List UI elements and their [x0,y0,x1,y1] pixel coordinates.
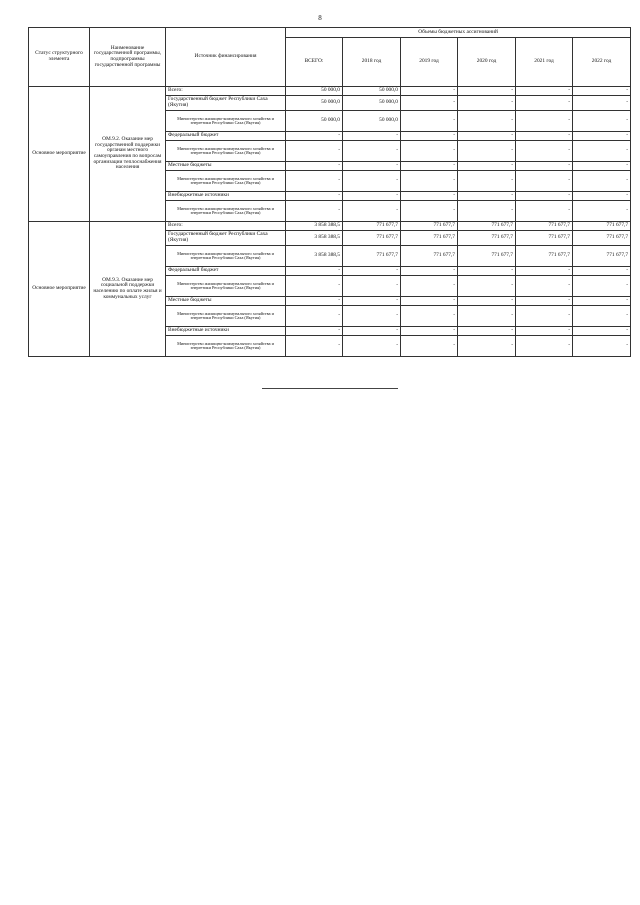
cell-source: Министерство жилищно-коммунального хозяйства и энергетики Республики Саха (Якутия) [166,201,286,222]
cell-year-value: - [516,297,573,306]
header-program-name: Наименование государственной программы, подпрограммы государственной программы [90,28,166,87]
cell-year-value: - [516,192,573,201]
cell-year-value: - [401,267,458,276]
header-year: 2019 год [401,38,458,87]
cell-year-value: - [573,87,631,96]
header-source: Источник финансирования [166,28,286,87]
cell-total-value: 50 000,0 [286,111,343,132]
cell-year-value: - [343,192,401,201]
cell-year-value: - [458,141,516,162]
table-row [29,222,631,231]
cell-year-value: - [573,336,631,357]
header-year: 2021 год [516,38,573,87]
cell-year-value: - [343,297,401,306]
cell-source: Внебюджетные источники [166,327,286,336]
cell-year-value: - [516,132,573,141]
cell-year-value: - [401,96,458,111]
cell-year-value: - [343,267,401,276]
cell-total-value: - [286,336,343,357]
cell-year-value: - [573,192,631,201]
cell-total-value: - [286,306,343,327]
cell-year-value: - [343,201,401,222]
cell-source: Министерство жилищно-коммунального хозяйства и энергетики Республики Саха (Якутия) [166,306,286,327]
cell-program-name: ОМ.9.3. Оказание мер социальной поддержки населению по оплате жилья и коммунальных услуг [90,222,166,357]
cell-source: Министерство жилищно-коммунального хозяйства и энергетики Республики Саха (Якутия) [166,246,286,267]
cell-year-value: - [401,327,458,336]
cell-source: Государственный бюджет Республики Саха (Якутия) [166,231,286,246]
cell-total-value: - [286,132,343,141]
cell-year-value: 771 677,7 [401,231,458,246]
cell-source: Федеральный бюджет [166,267,286,276]
cell-year-value: 771 677,7 [516,231,573,246]
cell-year-value: - [573,201,631,222]
cell-year-value: 771 677,7 [458,246,516,267]
cell-year-value: - [343,306,401,327]
cell-total-value: - [286,192,343,201]
cell-year-value: - [401,132,458,141]
cell-total-value: 3 858 388,5 [286,222,343,231]
cell-year-value: 771 677,7 [458,231,516,246]
cell-year-value: 771 677,7 [343,246,401,267]
cell-year-value: - [573,111,631,132]
cell-source: Министерство жилищно-коммунального хозяйства и энергетики Республики Саха (Якутия) [166,171,286,192]
cell-source: Министерство жилищно-коммунального хозяйства и энергетики Республики Саха (Якутия) [166,276,286,297]
cell-year-value: - [343,162,401,171]
cell-year-value: - [401,87,458,96]
cell-total-value: 50 000,0 [286,96,343,111]
cell-year-value: - [343,132,401,141]
cell-year-value: - [458,267,516,276]
header-year: 2020 год [458,38,516,87]
cell-year-value: 50 000,0 [343,111,401,132]
cell-source: Всего: [166,87,286,96]
cell-year-value: - [573,132,631,141]
cell-year-value: - [458,276,516,297]
cell-year-value: 771 677,7 [573,246,631,267]
cell-year-value: - [573,327,631,336]
cell-year-value: - [516,162,573,171]
cell-total-value: - [286,201,343,222]
table-body [29,87,631,357]
cell-year-value: - [401,162,458,171]
cell-year-value: - [343,171,401,192]
cell-year-value: - [458,171,516,192]
cell-year-value: - [573,276,631,297]
cell-year-value: - [458,192,516,201]
cell-year-value: 771 677,7 [516,246,573,267]
table-row [29,87,631,96]
cell-source: Федеральный бюджет [166,132,286,141]
cell-source: Министерство жилищно-коммунального хозяйства и энергетики Республики Саха (Якутия) [166,141,286,162]
cell-year-value: - [458,162,516,171]
cell-status: Основное мероприятие [29,222,90,357]
cell-year-value: - [343,327,401,336]
cell-total-value: - [286,267,343,276]
cell-year-value: - [516,336,573,357]
cell-year-value: 771 677,7 [401,246,458,267]
cell-year-value: - [516,96,573,111]
cell-source: Внебюджетные источники [166,192,286,201]
cell-status: Основное мероприятие [29,87,90,222]
cell-year-value: - [401,141,458,162]
cell-total-value: - [286,162,343,171]
cell-year-value: - [458,111,516,132]
cell-year-value: - [401,276,458,297]
cell-year-value: 771 677,7 [458,222,516,231]
cell-year-value: 50 000,0 [343,87,401,96]
cell-total-value: - [286,297,343,306]
cell-source: Министерство жилищно-коммунального хозяйства и энергетики Республики Саха (Якутия) [166,336,286,357]
cell-total-value: - [286,171,343,192]
cell-year-value: - [516,201,573,222]
cell-year-value: - [516,267,573,276]
cell-year-value: 771 677,7 [343,231,401,246]
footer-separator-line [262,388,398,389]
cell-year-value: - [401,306,458,327]
cell-source: Местные бюджеты [166,162,286,171]
cell-source: Министерство жилищно-коммунального хозяйства и энергетики Республики Саха (Якутия) [166,111,286,132]
cell-year-value: - [573,141,631,162]
cell-year-value: - [343,141,401,162]
cell-year-value: 771 677,7 [516,222,573,231]
cell-year-value: - [458,96,516,111]
cell-year-value: - [458,132,516,141]
cell-year-value: 771 677,7 [573,222,631,231]
cell-year-value: - [401,297,458,306]
header-total: ВСЕГО: [286,38,343,87]
cell-year-value: - [458,306,516,327]
cell-source: Местные бюджеты [166,297,286,306]
cell-year-value: - [401,201,458,222]
cell-source: Всего: [166,222,286,231]
header-year: 2018 год [343,38,401,87]
cell-year-value: - [401,171,458,192]
cell-year-value: 50 000,0 [343,96,401,111]
cell-total-value: - [286,141,343,162]
cell-year-value: - [343,276,401,297]
cell-year-value: - [401,336,458,357]
cell-total-value: - [286,327,343,336]
cell-year-value: - [458,336,516,357]
cell-year-value: 771 677,7 [401,222,458,231]
cell-total-value: 50 000,0 [286,87,343,96]
budget-allocation-table [28,27,631,357]
cell-year-value: - [573,96,631,111]
cell-year-value: 771 677,7 [343,222,401,231]
cell-total-value: - [286,276,343,297]
cell-program-name: ОМ.9.2. Оказание мер государственной поддержки органам местного самоуправления по вопросам организации теплоснабжения населения [90,87,166,222]
cell-year-value: - [401,111,458,132]
cell-year-value: - [516,87,573,96]
header-allocations: Объемы бюджетных ассигнований [286,28,631,38]
cell-year-value: - [458,297,516,306]
cell-year-value: - [573,162,631,171]
cell-year-value: - [516,141,573,162]
cell-year-value: - [516,306,573,327]
cell-total-value: 3 858 388,5 [286,231,343,246]
cell-year-value: 771 677,7 [573,231,631,246]
cell-year-value: - [516,327,573,336]
cell-year-value: - [458,327,516,336]
cell-year-value: - [343,336,401,357]
cell-year-value: - [516,171,573,192]
header-status: Статус структурного элемента [29,28,90,87]
cell-source: Государственный бюджет Республики Саха (Якутия) [166,96,286,111]
cell-year-value: - [573,297,631,306]
page-number: 8 [318,14,322,22]
cell-year-value: - [573,306,631,327]
cell-year-value: - [573,267,631,276]
cell-year-value: - [401,192,458,201]
cell-total-value: 3 858 388,5 [286,246,343,267]
cell-year-value: - [516,111,573,132]
cell-year-value: - [516,276,573,297]
header-year: 2022 год [573,38,631,87]
cell-year-value: - [458,87,516,96]
cell-year-value: - [573,171,631,192]
cell-year-value: - [458,201,516,222]
